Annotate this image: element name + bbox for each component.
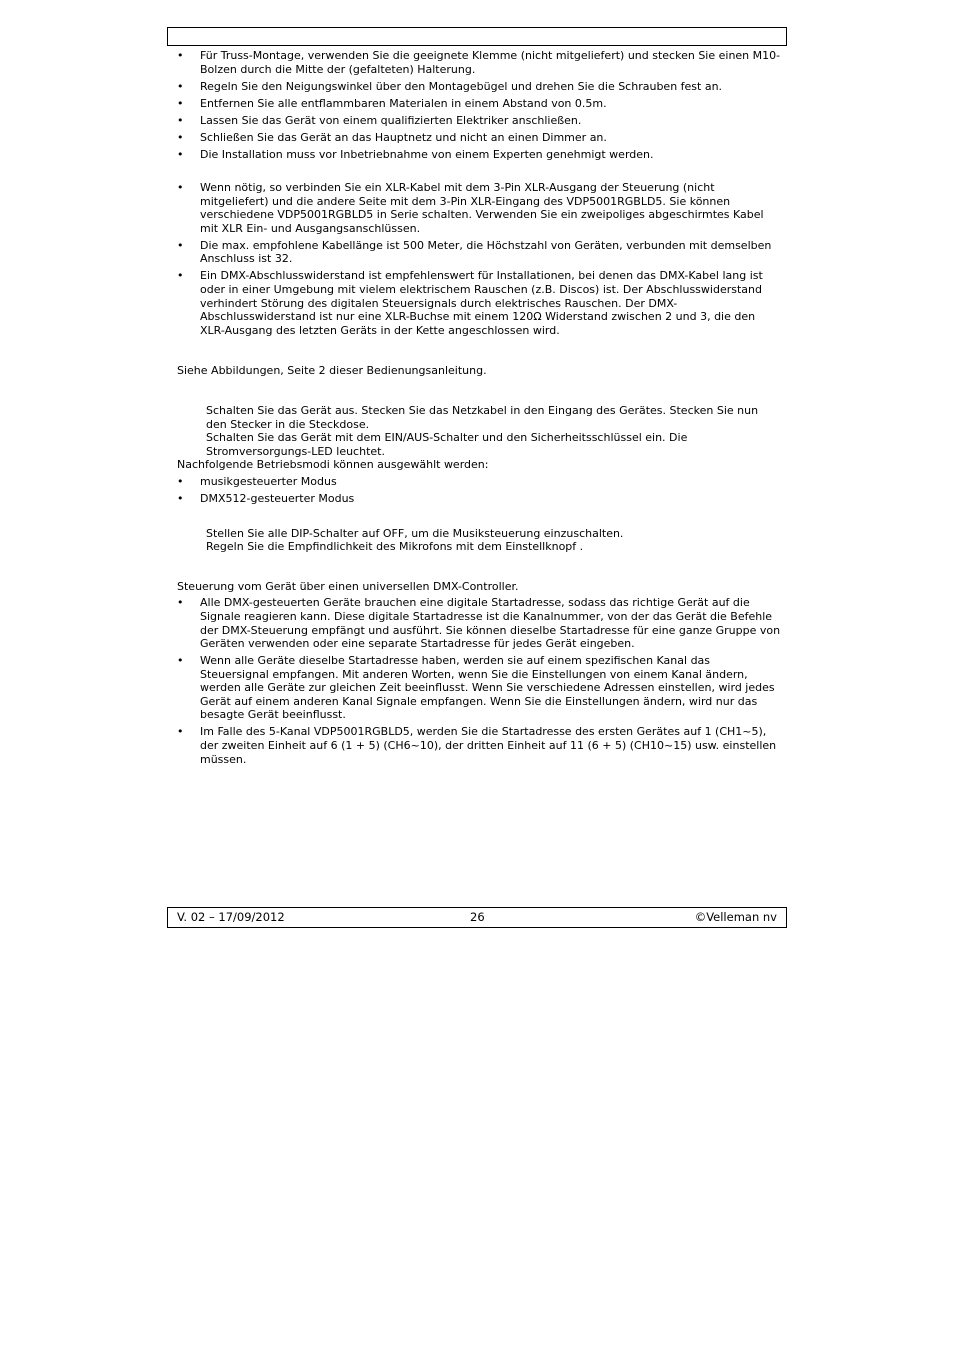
list-item: • Alle DMX-gesteuerten Geräte brauchen eine digitale Startadresse, sodass das richtige Gerät auf die Signale reagieren kann. Diese digitale Startadresse ist die Kanalnummer, von der das Gerät die Befehle der DMX-Steuerung empfängt und ausführt. Sie können dieselbe Startadresse für eine ganze Gruppe von Geräten verwenden oder eine separate Startadresse für jedes Gerät eingeben. [177, 596, 781, 650]
installation-list [177, 49, 781, 161]
list-item: • Regeln Sie den Neigungswinkel über den Montagebügel und drehen Sie die Schrauben fest an. [177, 80, 781, 94]
page-footer [167, 907, 787, 928]
list-item: • Ein DMX-Abschlusswiderstand ist empfehlenswert für Installationen, bei denen das DMX-Kabel lang ist oder in einer Umgebung mit vielem elektrischem Rauschen (z.B. Discos) ist. Der Abschlusswiderstand verhindert Störung des digitalen Steuersignals durch elektrisches Rauschen. Der DMX-Abschlusswiderstand ist nur eine XLR-Buchse mit einem 120Ω Widerstand zwischen 2 und 3, die den XLR-Ausgang des letzten Geräts in der Kette angeschlossen wird. [177, 269, 781, 337]
list-item: • Entfernen Sie alle entflammbaren Materialen in einem Abstand von 0.5m. [177, 97, 781, 111]
header-box [167, 27, 787, 46]
list-item: • Lassen Sie das Gerät von einem qualifizierten Elektriker anschließen. [177, 114, 781, 128]
footer-copyright: ©Velleman nv [694, 910, 777, 924]
see-figures-text: Siehe Abbildungen, Seite 2 dieser Bedienungsanleitung. [177, 364, 487, 378]
footer-version: V. 02 – 17/09/2012 [177, 910, 285, 924]
list-item: • musikgesteuerter Modus [177, 475, 781, 489]
modes-intro: Nachfolgende Betriebsmodi können ausgewählt werden: [177, 458, 489, 472]
music-step: Regeln Sie die Empfindlichkeit des Mikrofons mit dem Einstellknopf . [206, 540, 584, 554]
list-item: • DMX512-gesteuerter Modus [177, 492, 781, 506]
music-step: Stellen Sie alle DIP-Schalter auf OFF, um die Musiksteuerung einzuschalten. [206, 526, 624, 540]
list-item: • Wenn nötig, so verbinden Sie ein XLR-Kabel mit dem 3-Pin XLR-Ausgang der Steuerung (nicht mitgeliefert) und die andere Seite mit dem 3-Pin XLR-Eingang des VDP5001RGBLD5. Sie können verschiedene VDP5001RGBLD5 in Serie schalten. Verwenden Sie ein zweipoliges abgeschirmtes Kabel mit XLR Ein- und Ausgangsanschlüssen. [177, 181, 781, 235]
modes-list [177, 475, 781, 506]
list-item: • Die Installation muss vor Inbetriebnahme von einem Experten genehmigt werden. [177, 148, 781, 162]
operation-step: Schalten Sie das Gerät mit dem EIN/AUS-Schalter und den Sicherheitsschlüssel ein. Die Stromversorgungs-LED leuchtet. [206, 431, 688, 458]
page-number: 26 [470, 910, 485, 924]
list-item: • Schließen Sie das Gerät an das Hauptnetz und nicht an einen Dimmer an. [177, 131, 781, 145]
page-content [177, 49, 781, 770]
dmx-control-list [177, 596, 781, 766]
list-item: • Die max. empfohlene Kabellänge ist 500 Meter, die Höchstzahl von Geräten, verbunden mit demselben Anschluss ist 32. [177, 239, 781, 266]
dmx-connection-list [177, 181, 781, 337]
list-item: • Für Truss-Montage, verwenden Sie die geeignete Klemme (nicht mitgeliefert) und stecken Sie einen M10-Bolzen durch die Mitte der (gefalteten) Halterung. [177, 49, 781, 76]
operation-step: Schalten Sie das Gerät aus. Stecken Sie das Netzkabel in den Eingang des Gerätes. Stecken Sie nun den Stecker in die Steckdose. [206, 404, 759, 431]
list-item: • Im Falle des 5-Kanal VDP5001RGBLD5, werden Sie die Startadresse des ersten Gerätes auf 1 (CH1~5), der zweiten Einheit auf 6 (1 + 5) (CH6~10), der dritten Einheit auf 11 (6 + 5) (CH10~15) usw. einstellen müssen. [177, 725, 781, 766]
list-item: • Wenn alle Geräte dieselbe Startadresse haben, werden sie auf einem spezifischen Kanal das Steuersignal empfangen. Mit anderen Worten, wenn Sie die Einstellungen von einem Kanal ändern, werden alle Geräte zur gleichen Zeit beeinflusst. Wenn Sie verschiedene Adressen einstellen, wird jedes Gerät auf einem anderen Kanal Signale empfangen. Wenn Sie die Einstellungen ändern, wird nur das besagte Gerät beeinflusst. [177, 654, 781, 722]
dmx-control-intro: Steuerung vom Gerät über einen universellen DMX-Controller. [177, 579, 519, 593]
